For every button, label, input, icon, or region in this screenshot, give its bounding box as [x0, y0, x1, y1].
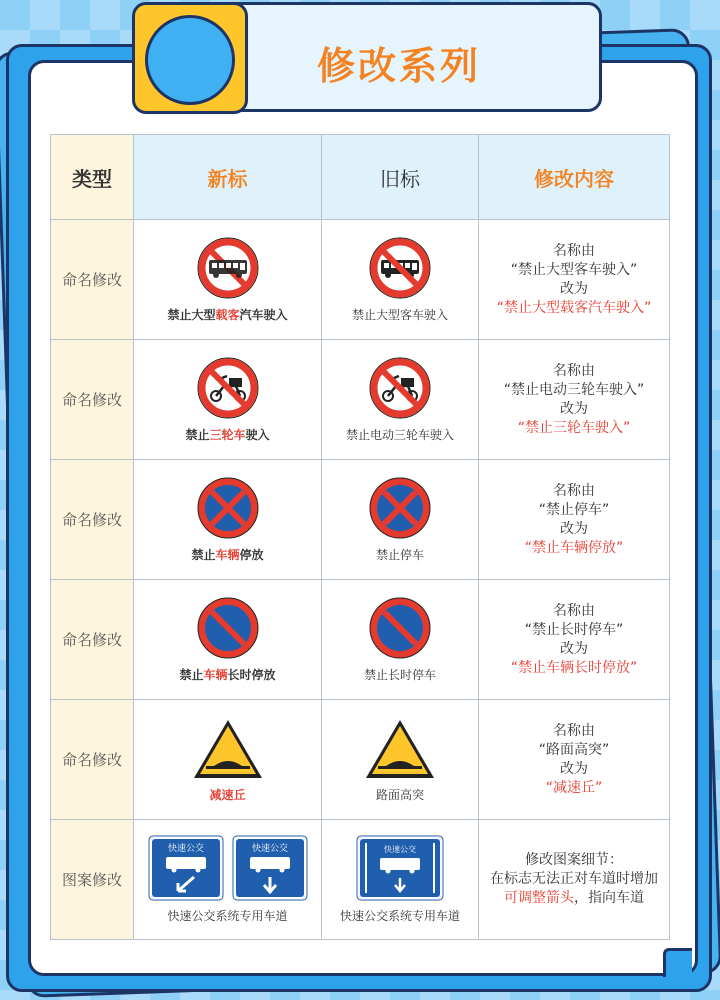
old-sign-caption: 快速公交系统专用车道 [339, 909, 460, 923]
no-tricycle-icon [196, 356, 260, 420]
new-sign-caption: 快速公交系统专用车道 [167, 909, 288, 923]
change-desc-cell [479, 340, 670, 460]
no-long-parking-icon [368, 596, 432, 660]
row-type: 命名修改 [51, 700, 134, 820]
old-sign-caption: 路面高突 [375, 788, 424, 802]
change-desc-cell [479, 460, 670, 580]
desc-new-name: “禁止车辆长时停放” [510, 659, 638, 676]
desc-line: 改为 [560, 520, 588, 537]
change-desc-cell [479, 700, 670, 820]
desc-line: 改为 [560, 400, 588, 417]
row-type: 命名修改 [51, 340, 134, 460]
old-sign-cell [322, 220, 479, 340]
old-sign-caption: 禁止长时停车 [363, 668, 436, 682]
new-sign-caption: 禁止三轮车驶入 [185, 428, 270, 442]
old-sign-caption: 禁止大型客车驶入 [351, 308, 448, 322]
bus-lane-label: 快速公交 [167, 844, 204, 854]
old-sign-caption: 禁止停车 [375, 548, 424, 562]
comparison-table [50, 134, 670, 940]
new-sign-cell [134, 700, 322, 820]
new-sign-cell [134, 220, 322, 340]
page-title: 修改系列 [316, 44, 481, 88]
bus-lane-icon [356, 835, 444, 901]
no-stopping-icon [196, 476, 260, 540]
desc-line: 在标志无法正对车道时增加 [490, 871, 658, 887]
desc-new-name: “禁止车辆停放” [524, 539, 624, 556]
header-change: 修改内容 [479, 135, 670, 220]
row-type: 命名修改 [51, 220, 134, 340]
change-desc-cell [479, 820, 670, 940]
no-large-bus-icon [196, 236, 260, 300]
table-row [51, 820, 670, 940]
old-sign-cell [322, 460, 479, 580]
old-sign-cell [322, 820, 479, 940]
table-row [51, 340, 670, 460]
table-header-row [51, 135, 670, 220]
bus-lane-down-arrow-icon [232, 835, 308, 901]
desc-line: “禁止大型客车驶入” [510, 261, 638, 278]
bus-lane-label: 快速公交 [384, 845, 416, 854]
desc-line: 名称由 [553, 722, 595, 739]
desc-line: “禁止停车” [538, 501, 610, 518]
speed-bump-warning-icon [364, 716, 436, 780]
desc-line: “禁止长时停车” [524, 621, 624, 638]
desc-new-name: “减速丘” [545, 779, 603, 796]
no-stopping-icon [368, 476, 432, 540]
table-row [51, 700, 670, 820]
no-tricycle-icon [368, 356, 432, 420]
change-desc-cell [479, 220, 670, 340]
desc-line: 修改图案细节： [525, 852, 623, 868]
new-sign-caption: 减速丘 [209, 788, 246, 802]
new-sign-caption: 禁止大型载客汽车驶入 [167, 308, 288, 322]
old-sign-cell [322, 580, 479, 700]
old-sign-cell [322, 340, 479, 460]
table-row [51, 220, 670, 340]
desc-new-name: “禁止三轮车驶入” [517, 419, 631, 436]
header-new-sign: 新标 [134, 135, 322, 220]
new-sign-cell [134, 820, 322, 940]
desc-line: 名称由 [553, 602, 595, 619]
row-type: 命名修改 [51, 580, 134, 700]
new-sign-cell [134, 340, 322, 460]
new-sign-cell [134, 580, 322, 700]
bus-lane-label: 快速公交 [251, 844, 288, 854]
badge-circle-icon [145, 15, 235, 105]
badge [132, 2, 248, 114]
new-sign-cell [134, 460, 322, 580]
desc-new-name: “禁止大型载客汽车驶入” [496, 299, 652, 316]
desc-line: 改为 [560, 760, 588, 777]
no-long-parking-icon [196, 596, 260, 660]
change-desc-cell [479, 580, 670, 700]
header-type: 类型 [51, 135, 134, 220]
bus-lane-left-arrow-icon [148, 835, 224, 901]
old-sign-cell [322, 700, 479, 820]
speed-bump-warning-icon [192, 716, 264, 780]
header-old-sign: 旧标 [322, 135, 479, 220]
new-sign-caption: 禁止车辆停放 [191, 548, 264, 562]
corner-fold [663, 948, 692, 977]
no-large-bus-icon [368, 236, 432, 300]
row-type: 图案修改 [51, 820, 134, 940]
desc-line: “禁止电动三轮车驶入” [503, 381, 645, 398]
desc-line: 名称由 [553, 362, 595, 379]
new-sign-caption: 禁止车辆长时停放 [179, 668, 276, 682]
desc-line: 改为 [560, 640, 588, 657]
table-row [51, 580, 670, 700]
desc-line: “路面高突” [538, 741, 610, 758]
table-row [51, 460, 670, 580]
desc-line: 名称由 [553, 242, 595, 259]
old-sign-caption: 禁止电动三轮车驶入 [345, 428, 454, 442]
desc-line: 名称由 [553, 482, 595, 499]
desc-line: 可调整箭头，指向车道 [504, 890, 644, 906]
row-type: 命名修改 [51, 460, 134, 580]
desc-line: 改为 [560, 280, 588, 297]
